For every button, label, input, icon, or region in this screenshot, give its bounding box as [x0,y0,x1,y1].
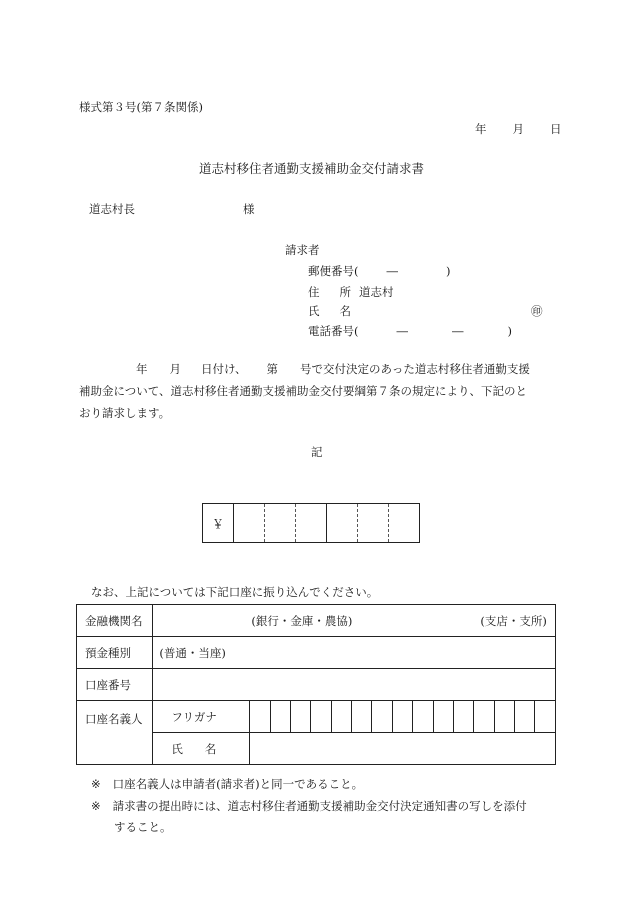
body-line-2: 補助金について、道志村移住者通勤支援補助金交付要綱第７条の規定により、下記のと [79,384,528,398]
furigana-char-cell[interactable] [250,701,270,733]
amount-digit-cell[interactable] [234,504,265,543]
date-year: 年 [475,122,487,136]
address-value: 道志村 [359,285,394,299]
postal-dash: ― [386,264,398,278]
furigana-char-cell[interactable] [331,701,351,733]
furigana-char-cell[interactable] [535,701,556,733]
requester-heading: 請求者 [285,243,320,257]
phone-dash-1: ― [396,324,408,338]
holder-name-field[interactable] [250,733,556,765]
address-label-2: 所 [339,285,351,299]
postal-label: 郵便番号( [308,264,359,278]
body-rest: 号で交付決定のあった道志村移住者通勤支援 [300,362,530,376]
furigana-char-cell[interactable] [311,701,331,733]
amount-box [202,503,420,543]
amount-digit-cell[interactable] [358,504,389,543]
holder-name-label [153,733,250,765]
note-mark: ※ [91,777,101,791]
furigana-char-cell[interactable] [494,701,514,733]
institution-types: (銀行・金庫・農協) [251,613,353,628]
body-no: 第 [266,362,279,376]
furigana-char-cell[interactable] [453,701,473,733]
note-item [91,801,527,813]
phone-label: 電話番号( [308,324,359,338]
form-number: 様式第３号(第７条関係) [79,100,203,114]
amount-digit-cell[interactable] [265,504,296,543]
body-month: 月 [169,362,181,376]
name-label-2: 名 [339,304,351,318]
address-line [308,287,394,299]
address-label-1: 住 [308,285,320,299]
name-line [308,306,351,318]
note-text: 請求書の提出時には、道志村移住者通勤支援補助金交付決定通知書の写しを添付 [112,799,527,813]
ki-heading: 記 [311,445,323,459]
note-text: 口座名義人は申請者(請求者)と同一であること。 [112,777,364,791]
furigana-char-cell[interactable] [392,701,412,733]
note-mark: ※ [91,799,101,813]
deposit-type-field[interactable]: (普通・当座) [153,637,556,669]
date-line [475,124,562,136]
body-year: 年 [136,362,148,376]
furigana-char-cell[interactable] [433,701,453,733]
holder-name-label-1: 氏 [171,741,183,756]
phone-close: ) [507,324,512,338]
furigana-char-cell[interactable] [413,701,433,733]
institution-label: 金融機関名 [77,605,153,637]
phone-line [308,326,512,338]
document-title: 道志村移住者通勤支援補助金交付請求書 [199,161,425,176]
note-item [91,779,363,791]
furigana-char-cell[interactable] [372,701,392,733]
amount-digit-cell[interactable] [327,504,358,543]
branch-types: (支店・支所) [480,613,547,628]
account-number-field[interactable] [153,669,556,701]
furigana-char-cell[interactable] [290,701,310,733]
seal-mark: ㊞ [531,304,543,318]
body-line-1 [136,364,530,376]
yen-cell: ￥ [203,504,234,543]
bank-account-table [76,604,556,765]
holder-name-label-2: 名 [204,741,217,756]
date-day: 日 [550,122,562,136]
body-day: 日付け、 [201,362,247,376]
postal-code-line [308,266,451,278]
furigana-char-cell[interactable] [474,701,494,733]
furigana-char-cell[interactable] [270,701,290,733]
phone-dash-2: ― [452,324,464,338]
institution-field[interactable] [153,605,556,637]
amount-digit-cell[interactable] [296,504,327,543]
amount-digit-cell[interactable] [389,504,420,543]
addressee-name: 道志村長 [89,202,135,216]
account-holder-label: 口座名義人 [77,701,153,765]
furigana-label: フリガナ [153,701,250,733]
account-number-label: 口座番号 [77,669,153,701]
postal-close: ) [446,264,451,278]
furigana-char-cell[interactable] [515,701,535,733]
note-continuation: すること。 [114,820,172,834]
deposit-type-label: 預金種別 [77,637,153,669]
date-month: 月 [512,122,524,136]
transfer-note: なお、上記については下記口座に振り込んでください。 [91,585,379,599]
body-line-3: おり請求します。 [79,406,171,420]
furigana-char-cell[interactable] [352,701,372,733]
name-label-1: 氏 [308,304,320,318]
addressee-honorific: 様 [243,202,255,216]
